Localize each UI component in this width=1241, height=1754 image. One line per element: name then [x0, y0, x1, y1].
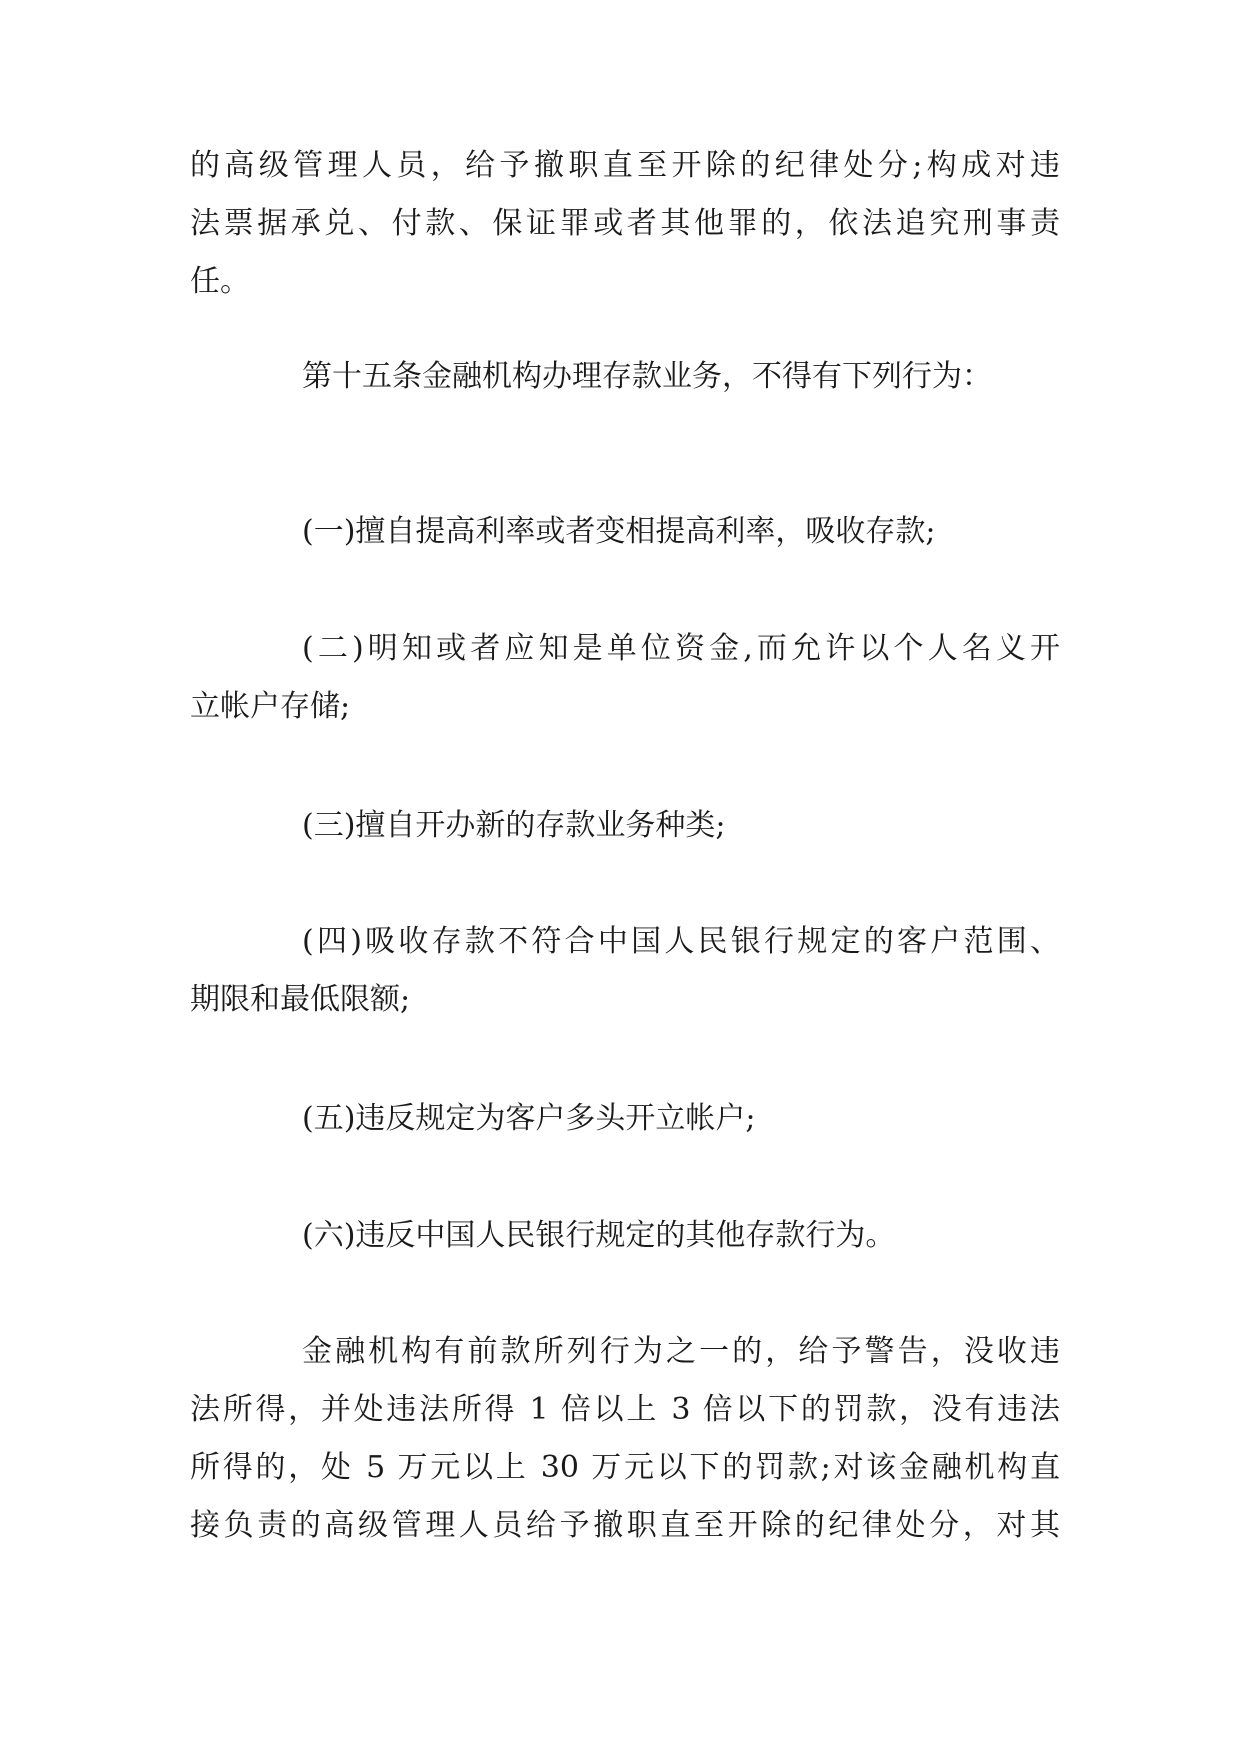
paragraph-item-4	[190, 913, 1060, 1029]
text-line: 所得的，处 5 万元以上 30 万元以下的罚款;对该金融机构直	[190, 1450, 1060, 1485]
text-line: 法票据承兑、付款、保证罪或者其他罪的，依法追究刑事责	[190, 206, 1060, 241]
paragraph-item-3	[190, 797, 1060, 855]
text-line: (六)违反中国人民银行规定的其他存款行为。	[302, 1218, 896, 1253]
paragraph-continuation	[190, 137, 1060, 311]
text-line: (二)明知或者应知是单位资金,而允许以个人名义开	[302, 631, 1060, 666]
text-line: (五)违反规定为客户多头开立帐户;	[302, 1101, 756, 1136]
paragraph-item-5	[190, 1090, 1060, 1148]
text-line: (四)吸收存款不符合中国人民银行规定的客户范围、	[302, 924, 1060, 959]
text-line: 金融机构有前款所列行为之一的，给予警告，没收违	[302, 1334, 1060, 1369]
text-line: 的高级管理人员，给予撤职直至开除的纪律处分;构成对违	[190, 148, 1060, 183]
text-line: (一)擅自提高利率或者变相提高利率，吸收存款;	[302, 514, 936, 549]
paragraph-penalty	[190, 1323, 1060, 1555]
text-line: (三)擅自开办新的存款业务种类;	[302, 808, 726, 843]
text-line: 期限和最低限额;	[190, 982, 411, 1017]
text-line: 接负责的高级管理人员给予撤职直至开除的纪律处分，对其	[190, 1508, 1060, 1543]
paragraph-item-2	[190, 620, 1060, 736]
text-line: 立帐户存储;	[190, 689, 351, 724]
paragraph-item-1	[190, 503, 1060, 561]
paragraph-article-15	[190, 348, 1060, 406]
text-line: 任。	[190, 264, 250, 299]
paragraph-item-6	[190, 1207, 1060, 1265]
text-line: 第十五条金融机构办理存款业务，不得有下列行为：	[302, 359, 992, 394]
text-line: 法所得，并处违法所得 1 倍以上 3 倍以下的罚款，没有违法	[190, 1392, 1060, 1427]
